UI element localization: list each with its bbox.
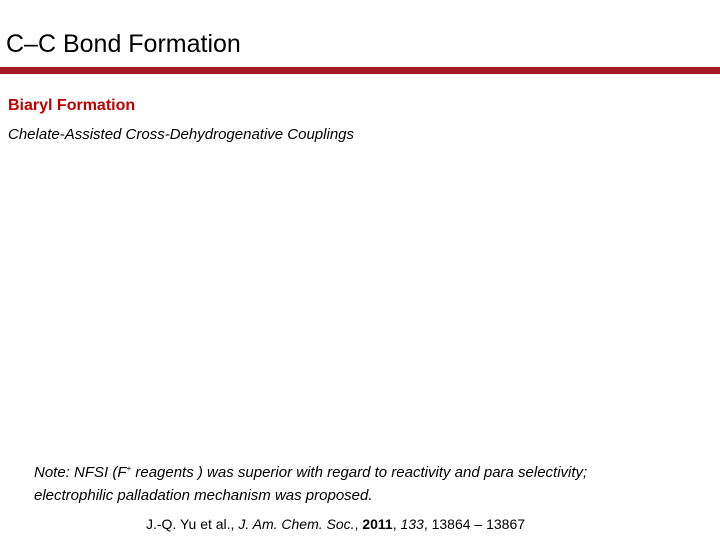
section-subtitle: Chelate-Assisted Cross-Dehydrogenative Couplings (8, 126, 355, 143)
section-heading: Biaryl Formation (8, 97, 136, 114)
citation-pages: , 13864 – 13867 (423, 516, 526, 532)
citation-journal: J. Am. Chem. Soc. (238, 516, 355, 532)
note-superscript: + (126, 464, 132, 473)
slide-title: C–C Bond Formation (6, 30, 241, 58)
title-divider (0, 67, 720, 74)
citation-authors: J.-Q. Yu et al., (146, 516, 239, 532)
note-line-1-suffix: reagents ) was superior with regard to reactivity and para selectivity; (131, 464, 588, 481)
citation-year: 2011 (362, 516, 393, 532)
citation (146, 514, 525, 534)
citation-separator: , (392, 516, 401, 532)
note-line-2: electrophilic palladation mechanism was proposed. (34, 487, 373, 504)
note-block (34, 461, 714, 507)
note-line-1 (34, 461, 714, 484)
citation-volume: 133 (400, 516, 424, 532)
citation-separator: , (354, 516, 363, 532)
note-line-1-prefix: Note: NFSI (F (34, 464, 127, 481)
